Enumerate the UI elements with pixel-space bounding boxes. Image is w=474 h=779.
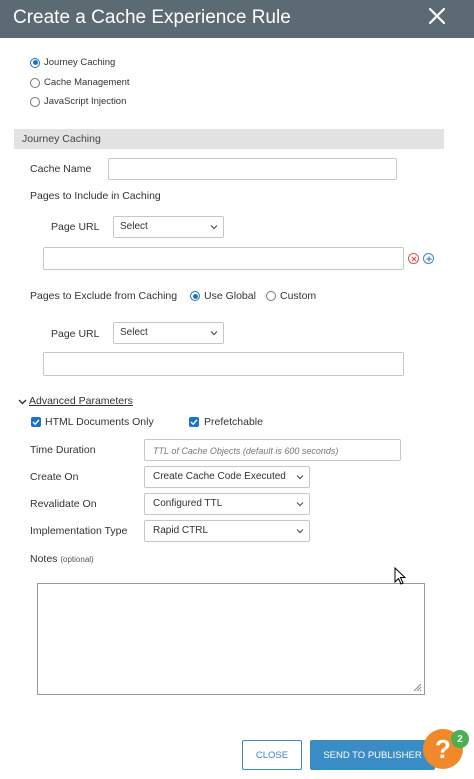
select-value: Rapid CTRL (153, 525, 209, 536)
select-value: Configured TTL (153, 498, 223, 509)
implementation-type-label: Implementation Type (30, 525, 128, 537)
cache-name-label: Cache Name (30, 163, 92, 175)
chevron-down-icon (296, 500, 304, 508)
time-duration-placeholder: TTL of Cache Objects (default is 600 seconds) (153, 446, 339, 456)
send-to-publisher-button[interactable]: SEND TO PUBLISHER (310, 740, 435, 770)
select-value: Select (120, 221, 148, 232)
exclude-page-url-select[interactable] (113, 322, 224, 344)
close-button[interactable]: CLOSE (242, 740, 302, 770)
html-only-checkbox[interactable] (31, 417, 41, 427)
radio-custom[interactable] (266, 290, 316, 302)
resize-handle-icon[interactable] (412, 682, 422, 692)
advanced-parameters-link[interactable]: Advanced Parameters (29, 395, 133, 407)
radio-use-global[interactable] (190, 290, 256, 302)
radio-journey-caching[interactable] (30, 57, 115, 68)
notes-label-text: Notes (30, 553, 58, 565)
revalidate-on-label: Revalidate On (30, 498, 97, 510)
notification-badge: 2 (451, 730, 469, 748)
notes-optional-text: (optional) (60, 555, 94, 564)
revalidate-on-select[interactable] (144, 493, 310, 515)
include-page-url-select[interactable] (113, 216, 224, 238)
select-value: Create Cache Code Executed (153, 471, 286, 482)
close-icon[interactable] (426, 5, 448, 27)
prefetchable-checkbox[interactable] (189, 417, 199, 427)
help-icon: ? (435, 733, 451, 764)
include-page-url-label: Page URL (51, 221, 100, 233)
prefetchable-label: Prefetchable (204, 416, 263, 428)
chevron-down-icon (296, 473, 304, 481)
chevron-down-icon (210, 223, 218, 231)
radio-button[interactable] (190, 291, 200, 301)
remove-icon[interactable] (408, 253, 419, 264)
radio-button[interactable] (30, 97, 40, 107)
select-value: Select (120, 327, 148, 338)
radio-label: JavaScript Injection (44, 96, 127, 107)
radio-button[interactable] (30, 58, 40, 68)
add-icon[interactable] (423, 253, 434, 264)
radio-button[interactable] (266, 291, 276, 301)
include-url-input[interactable] (43, 247, 404, 270)
exclude-url-input[interactable] (43, 352, 404, 376)
radio-javascript-injection[interactable] (30, 96, 126, 107)
radio-label: Journey Caching (44, 57, 116, 68)
html-only-label: HTML Documents Only (45, 416, 154, 428)
radio-label: Use Global (204, 290, 256, 302)
dialog-header (0, 0, 474, 38)
notes-label (30, 553, 94, 565)
section-header: Journey Caching (14, 129, 444, 149)
time-duration-input[interactable] (144, 439, 401, 461)
radio-cache-management[interactable] (30, 77, 130, 88)
chevron-down-icon[interactable] (18, 397, 27, 406)
dialog-title: Create a Cache Experience Rule (13, 7, 291, 28)
time-duration-label: Time Duration (30, 444, 96, 456)
radio-label: Custom (280, 290, 317, 302)
create-on-label: Create On (30, 471, 79, 483)
radio-button[interactable] (30, 78, 40, 88)
cache-name-input[interactable] (108, 158, 397, 180)
mouse-pointer-icon (394, 567, 406, 586)
exclude-label: Pages to Exclude from Caching (30, 290, 178, 302)
exclude-page-url-label: Page URL (51, 328, 100, 340)
chevron-down-icon (296, 527, 304, 535)
radio-label: Cache Management (44, 77, 130, 88)
create-on-select[interactable] (144, 466, 310, 488)
implementation-type-select[interactable] (144, 520, 310, 542)
chevron-down-icon (210, 329, 218, 337)
include-label: Pages to Include in Caching (30, 190, 161, 202)
notes-textarea[interactable] (37, 583, 425, 695)
